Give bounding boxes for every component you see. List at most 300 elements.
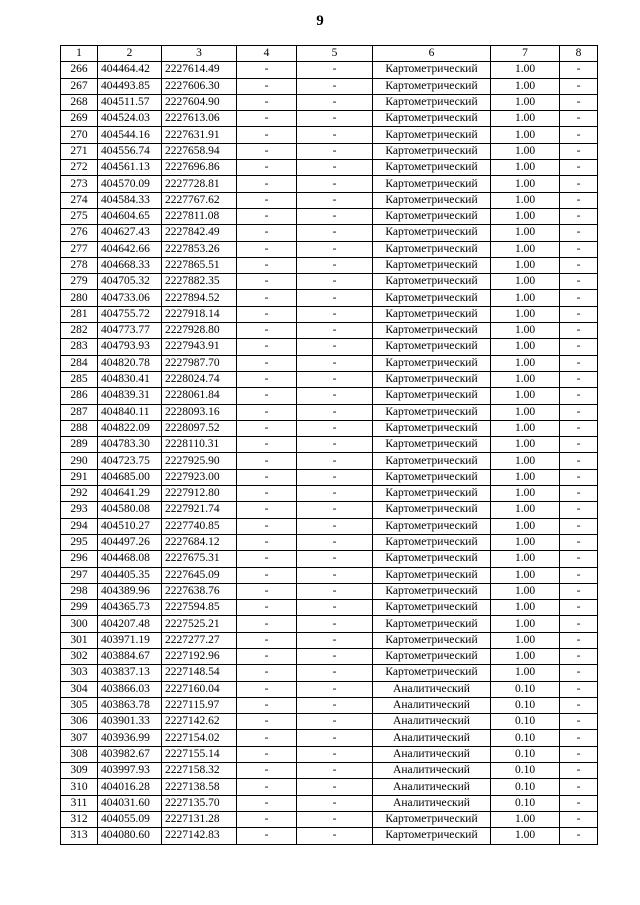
cell-accuracy: 1.00 — [491, 665, 560, 681]
table-row — [61, 583, 598, 599]
cell-method: Аналитический — [373, 697, 491, 713]
cell-col-4: - — [237, 176, 297, 192]
cell-col-8: - — [560, 665, 598, 681]
cell-point-number: 288 — [61, 420, 98, 436]
cell-col-8: - — [560, 763, 598, 779]
cell-method: Картометрический — [373, 616, 491, 632]
cell-coord-x: 403901.33 — [98, 714, 162, 730]
cell-coord-y: 2228097.52 — [162, 420, 237, 436]
cell-coord-y: 2227277.27 — [162, 632, 237, 648]
cell-col-5: - — [297, 746, 373, 762]
cell-method: Картометрический — [373, 665, 491, 681]
cell-point-number: 275 — [61, 208, 98, 224]
cell-point-number: 303 — [61, 665, 98, 681]
cell-col-5: - — [297, 143, 373, 159]
cell-col-5: - — [297, 453, 373, 469]
cell-point-number: 286 — [61, 388, 98, 404]
cell-col-8: - — [560, 371, 598, 387]
cell-col-8: - — [560, 567, 598, 583]
table-row — [61, 404, 598, 420]
cell-point-number: 267 — [61, 78, 98, 94]
cell-coord-y: 2227115.97 — [162, 697, 237, 713]
cell-point-number: 301 — [61, 632, 98, 648]
cell-method: Картометрический — [373, 290, 491, 306]
cell-col-8: - — [560, 420, 598, 436]
cell-col-5: - — [297, 388, 373, 404]
cell-col-5: - — [297, 665, 373, 681]
cell-col-5: - — [297, 420, 373, 436]
cell-col-4: - — [237, 665, 297, 681]
cell-method: Картометрический — [373, 355, 491, 371]
cell-col-5: - — [297, 502, 373, 518]
cell-method: Картометрический — [373, 518, 491, 534]
cell-col-5: - — [297, 111, 373, 127]
cell-method: Аналитический — [373, 730, 491, 746]
table-row — [61, 437, 598, 453]
table-body — [61, 62, 598, 844]
cell-col-8: - — [560, 600, 598, 616]
cell-method: Картометрический — [373, 208, 491, 224]
cell-accuracy: 1.00 — [491, 143, 560, 159]
cell-col-8: - — [560, 632, 598, 648]
cell-col-4: - — [237, 518, 297, 534]
table-row — [61, 225, 598, 241]
cell-col-4: - — [237, 371, 297, 387]
cell-col-4: - — [237, 600, 297, 616]
cell-col-5: - — [297, 730, 373, 746]
cell-col-4: - — [237, 160, 297, 176]
table-row — [61, 290, 598, 306]
cell-accuracy: 0.10 — [491, 795, 560, 811]
cell-col-4: - — [237, 730, 297, 746]
cell-coord-x: 404773.77 — [98, 323, 162, 339]
cell-coord-x: 404031.60 — [98, 795, 162, 811]
cell-col-4: - — [237, 208, 297, 224]
cell-accuracy: 0.10 — [491, 697, 560, 713]
cell-method: Картометрический — [373, 111, 491, 127]
cell-coord-y: 2228061.84 — [162, 388, 237, 404]
table-row — [61, 632, 598, 648]
cell-coord-x: 404685.00 — [98, 469, 162, 485]
cell-coord-y: 2227613.06 — [162, 111, 237, 127]
column-header-3: 3 — [162, 46, 237, 62]
table-row — [61, 486, 598, 502]
cell-col-5: - — [297, 306, 373, 322]
cell-col-4: - — [237, 763, 297, 779]
cell-coord-y: 2227811.08 — [162, 208, 237, 224]
cell-col-5: - — [297, 763, 373, 779]
cell-method: Картометрический — [373, 567, 491, 583]
column-header-5: 5 — [297, 46, 373, 62]
cell-accuracy: 1.00 — [491, 274, 560, 290]
cell-coord-x: 404723.75 — [98, 453, 162, 469]
cell-point-number: 312 — [61, 811, 98, 827]
table-row — [61, 257, 598, 273]
cell-col-4: - — [237, 469, 297, 485]
cell-accuracy: 1.00 — [491, 453, 560, 469]
cell-coord-y: 2227594.85 — [162, 600, 237, 616]
cell-point-number: 283 — [61, 339, 98, 355]
cell-accuracy: 1.00 — [491, 290, 560, 306]
cell-method: Картометрический — [373, 143, 491, 159]
cell-method: Аналитический — [373, 763, 491, 779]
table-row — [61, 371, 598, 387]
cell-coord-y: 2227606.30 — [162, 78, 237, 94]
cell-coord-y: 2228024.74 — [162, 371, 237, 387]
cell-coord-y: 2227135.70 — [162, 795, 237, 811]
cell-method: Картометрический — [373, 534, 491, 550]
cell-point-number: 290 — [61, 453, 98, 469]
cell-point-number: 280 — [61, 290, 98, 306]
cell-coord-y: 2227645.09 — [162, 567, 237, 583]
cell-col-8: - — [560, 127, 598, 143]
cell-col-4: - — [237, 388, 297, 404]
table-row — [61, 208, 598, 224]
cell-coord-x: 404830.41 — [98, 371, 162, 387]
cell-col-4: - — [237, 143, 297, 159]
table-row — [61, 469, 598, 485]
cell-accuracy: 1.00 — [491, 111, 560, 127]
cell-col-8: - — [560, 437, 598, 453]
cell-col-5: - — [297, 583, 373, 599]
cell-coord-y: 2227865.51 — [162, 257, 237, 273]
cell-point-number: 293 — [61, 502, 98, 518]
cell-point-number: 271 — [61, 143, 98, 159]
cell-col-4: - — [237, 632, 297, 648]
table-row — [61, 714, 598, 730]
column-header-7: 7 — [491, 46, 560, 62]
table-row — [61, 453, 598, 469]
cell-col-8: - — [560, 583, 598, 599]
cell-col-5: - — [297, 648, 373, 664]
cell-col-5: - — [297, 94, 373, 110]
cell-accuracy: 1.00 — [491, 371, 560, 387]
table-row — [61, 176, 598, 192]
cell-col-4: - — [237, 274, 297, 290]
cell-point-number: 292 — [61, 486, 98, 502]
cell-col-5: - — [297, 62, 373, 78]
cell-method: Аналитический — [373, 779, 491, 795]
cell-col-8: - — [560, 274, 598, 290]
cell-col-8: - — [560, 697, 598, 713]
cell-col-8: - — [560, 160, 598, 176]
cell-method: Картометрический — [373, 648, 491, 664]
cell-col-5: - — [297, 795, 373, 811]
cell-accuracy: 1.00 — [491, 160, 560, 176]
cell-coord-y: 2228093.16 — [162, 404, 237, 420]
cell-coord-x: 404556.74 — [98, 143, 162, 159]
cell-coord-x: 404839.31 — [98, 388, 162, 404]
cell-col-4: - — [237, 62, 297, 78]
table-row — [61, 339, 598, 355]
cell-coord-x: 403884.67 — [98, 648, 162, 664]
cell-point-number: 305 — [61, 697, 98, 713]
cell-method: Картометрический — [373, 388, 491, 404]
cell-col-4: - — [237, 420, 297, 436]
table-row — [61, 534, 598, 550]
cell-accuracy: 1.00 — [491, 437, 560, 453]
cell-col-4: - — [237, 714, 297, 730]
table-row — [61, 111, 598, 127]
cell-accuracy: 1.00 — [491, 94, 560, 110]
cell-accuracy: 1.00 — [491, 208, 560, 224]
cell-col-8: - — [560, 111, 598, 127]
cell-coord-y: 2227614.49 — [162, 62, 237, 78]
cell-col-8: - — [560, 486, 598, 502]
cell-accuracy: 1.00 — [491, 502, 560, 518]
cell-col-5: - — [297, 486, 373, 502]
cell-col-4: - — [237, 241, 297, 257]
table-row — [61, 681, 598, 697]
table-row — [61, 551, 598, 567]
cell-col-8: - — [560, 94, 598, 110]
cell-method: Картометрический — [373, 160, 491, 176]
cell-coord-y: 2227525.21 — [162, 616, 237, 632]
cell-coord-y: 2227918.14 — [162, 306, 237, 322]
cell-coord-y: 2227148.54 — [162, 665, 237, 681]
cell-coord-x: 404570.09 — [98, 176, 162, 192]
table-row — [61, 62, 598, 78]
cell-accuracy: 1.00 — [491, 176, 560, 192]
cell-col-4: - — [237, 681, 297, 697]
cell-col-4: - — [237, 94, 297, 110]
cell-accuracy: 1.00 — [491, 648, 560, 664]
cell-col-4: - — [237, 257, 297, 273]
cell-col-4: - — [237, 828, 297, 844]
cell-coord-x: 404668.33 — [98, 257, 162, 273]
cell-accuracy: 1.00 — [491, 78, 560, 94]
cell-col-8: - — [560, 828, 598, 844]
cell-coord-y: 2227912.80 — [162, 486, 237, 502]
table-row — [61, 192, 598, 208]
cell-point-number: 270 — [61, 127, 98, 143]
cell-coord-y: 2227943.91 — [162, 339, 237, 355]
cell-col-8: - — [560, 290, 598, 306]
cell-point-number: 309 — [61, 763, 98, 779]
cell-col-5: - — [297, 697, 373, 713]
cell-col-5: - — [297, 355, 373, 371]
cell-col-4: - — [237, 697, 297, 713]
cell-col-8: - — [560, 62, 598, 78]
table-row — [61, 567, 598, 583]
table-row — [61, 811, 598, 827]
header-row — [61, 46, 598, 62]
cell-point-number: 277 — [61, 241, 98, 257]
cell-col-8: - — [560, 78, 598, 94]
cell-point-number: 279 — [61, 274, 98, 290]
cell-accuracy: 1.00 — [491, 306, 560, 322]
cell-col-5: - — [297, 274, 373, 290]
cell-col-5: - — [297, 632, 373, 648]
cell-accuracy: 1.00 — [491, 404, 560, 420]
table-row — [61, 143, 598, 159]
cell-accuracy: 1.00 — [491, 420, 560, 436]
cell-col-4: - — [237, 502, 297, 518]
cell-col-5: - — [297, 469, 373, 485]
cell-coord-x: 404055.09 — [98, 811, 162, 827]
cell-col-5: - — [297, 192, 373, 208]
cell-col-5: - — [297, 600, 373, 616]
cell-accuracy: 0.10 — [491, 746, 560, 762]
cell-coord-y: 2227987.70 — [162, 355, 237, 371]
cell-accuracy: 1.00 — [491, 388, 560, 404]
table-row — [61, 94, 598, 110]
cell-coord-y: 2227740.85 — [162, 518, 237, 534]
cell-point-number: 278 — [61, 257, 98, 273]
cell-col-8: - — [560, 192, 598, 208]
cell-col-5: - — [297, 518, 373, 534]
cell-col-8: - — [560, 404, 598, 420]
cell-accuracy: 1.00 — [491, 241, 560, 257]
cell-coord-x: 404840.11 — [98, 404, 162, 420]
cell-col-4: - — [237, 404, 297, 420]
table-row — [61, 697, 598, 713]
cell-point-number: 297 — [61, 567, 98, 583]
cell-col-8: - — [560, 388, 598, 404]
cell-accuracy: 1.00 — [491, 192, 560, 208]
table-row — [61, 420, 598, 436]
cell-col-5: - — [297, 241, 373, 257]
cell-col-4: - — [237, 583, 297, 599]
cell-coord-x: 404497.26 — [98, 534, 162, 550]
table-row — [61, 518, 598, 534]
cell-coord-y: 2227923.00 — [162, 469, 237, 485]
cell-col-5: - — [297, 714, 373, 730]
cell-col-8: - — [560, 681, 598, 697]
cell-coord-x: 404524.03 — [98, 111, 162, 127]
cell-col-8: - — [560, 551, 598, 567]
cell-col-4: - — [237, 111, 297, 127]
cell-col-4: - — [237, 551, 297, 567]
table-row — [61, 828, 598, 844]
cell-accuracy: 1.00 — [491, 828, 560, 844]
cell-col-4: - — [237, 306, 297, 322]
cell-method: Картометрический — [373, 94, 491, 110]
cell-point-number: 289 — [61, 437, 98, 453]
cell-col-4: - — [237, 339, 297, 355]
cell-coord-x: 404405.35 — [98, 567, 162, 583]
cell-method: Картометрический — [373, 811, 491, 827]
cell-coord-x: 404822.09 — [98, 420, 162, 436]
cell-method: Картометрический — [373, 453, 491, 469]
cell-accuracy: 1.00 — [491, 616, 560, 632]
cell-accuracy: 1.00 — [491, 518, 560, 534]
cell-method: Картометрический — [373, 632, 491, 648]
cell-col-5: - — [297, 828, 373, 844]
cell-method: Аналитический — [373, 681, 491, 697]
cell-col-4: - — [237, 795, 297, 811]
cell-coord-x: 404627.43 — [98, 225, 162, 241]
cell-coord-x: 404642.66 — [98, 241, 162, 257]
cell-coord-x: 404733.06 — [98, 290, 162, 306]
cell-col-4: - — [237, 355, 297, 371]
table-row — [61, 648, 598, 664]
cell-col-4: - — [237, 225, 297, 241]
cell-point-number: 276 — [61, 225, 98, 241]
cell-coord-x: 404389.96 — [98, 583, 162, 599]
cell-coord-y: 2227658.94 — [162, 143, 237, 159]
cell-point-number: 310 — [61, 779, 98, 795]
cell-col-8: - — [560, 518, 598, 534]
column-header-4: 4 — [237, 46, 297, 62]
cell-coord-x: 403866.03 — [98, 681, 162, 697]
cell-col-8: - — [560, 779, 598, 795]
cell-col-8: - — [560, 355, 598, 371]
cell-coord-y: 2227158.32 — [162, 763, 237, 779]
cell-coord-x: 404755.72 — [98, 306, 162, 322]
cell-col-5: - — [297, 323, 373, 339]
cell-method: Картометрический — [373, 583, 491, 599]
cell-coord-y: 2227842.49 — [162, 225, 237, 241]
cell-col-4: - — [237, 192, 297, 208]
cell-col-5: - — [297, 225, 373, 241]
cell-coord-y: 2227675.31 — [162, 551, 237, 567]
cell-col-4: - — [237, 323, 297, 339]
cell-col-8: - — [560, 257, 598, 273]
cell-coord-y: 2227604.90 — [162, 94, 237, 110]
cell-col-5: - — [297, 160, 373, 176]
cell-accuracy: 1.00 — [491, 469, 560, 485]
cell-method: Картометрический — [373, 600, 491, 616]
cell-col-5: - — [297, 551, 373, 567]
cell-col-8: - — [560, 143, 598, 159]
coordinates-table — [60, 45, 598, 845]
cell-accuracy: 1.00 — [491, 567, 560, 583]
cell-coord-y: 2227638.76 — [162, 583, 237, 599]
cell-point-number: 304 — [61, 681, 98, 697]
cell-point-number: 299 — [61, 600, 98, 616]
cell-accuracy: 1.00 — [491, 632, 560, 648]
cell-coord-x: 404365.73 — [98, 600, 162, 616]
cell-col-5: - — [297, 616, 373, 632]
cell-col-4: - — [237, 648, 297, 664]
cell-coord-x: 403971.19 — [98, 632, 162, 648]
cell-accuracy: 1.00 — [491, 811, 560, 827]
cell-point-number: 273 — [61, 176, 98, 192]
table-row — [61, 355, 598, 371]
cell-col-5: - — [297, 534, 373, 550]
table-row — [61, 730, 598, 746]
cell-col-5: - — [297, 257, 373, 273]
cell-point-number: 266 — [61, 62, 98, 78]
table-row — [61, 665, 598, 681]
cell-method: Картометрический — [373, 339, 491, 355]
cell-method: Картометрический — [373, 502, 491, 518]
cell-method: Картометрический — [373, 420, 491, 436]
cell-method: Картометрический — [373, 306, 491, 322]
cell-coord-y: 2227192.96 — [162, 648, 237, 664]
cell-col-8: - — [560, 616, 598, 632]
cell-col-5: - — [297, 779, 373, 795]
cell-col-5: - — [297, 811, 373, 827]
cell-coord-x: 404544.16 — [98, 127, 162, 143]
table-row — [61, 502, 598, 518]
cell-accuracy: 1.00 — [491, 62, 560, 78]
cell-method: Картометрический — [373, 486, 491, 502]
cell-col-5: - — [297, 404, 373, 420]
cell-col-8: - — [560, 453, 598, 469]
cell-accuracy: 1.00 — [491, 257, 560, 273]
cell-accuracy: 1.00 — [491, 323, 560, 339]
cell-accuracy: 1.00 — [491, 355, 560, 371]
cell-coord-x: 404783.30 — [98, 437, 162, 453]
cell-col-4: - — [237, 567, 297, 583]
cell-point-number: 295 — [61, 534, 98, 550]
cell-point-number: 306 — [61, 714, 98, 730]
cell-accuracy: 1.00 — [491, 600, 560, 616]
cell-col-8: - — [560, 241, 598, 257]
cell-method: Картометрический — [373, 78, 491, 94]
